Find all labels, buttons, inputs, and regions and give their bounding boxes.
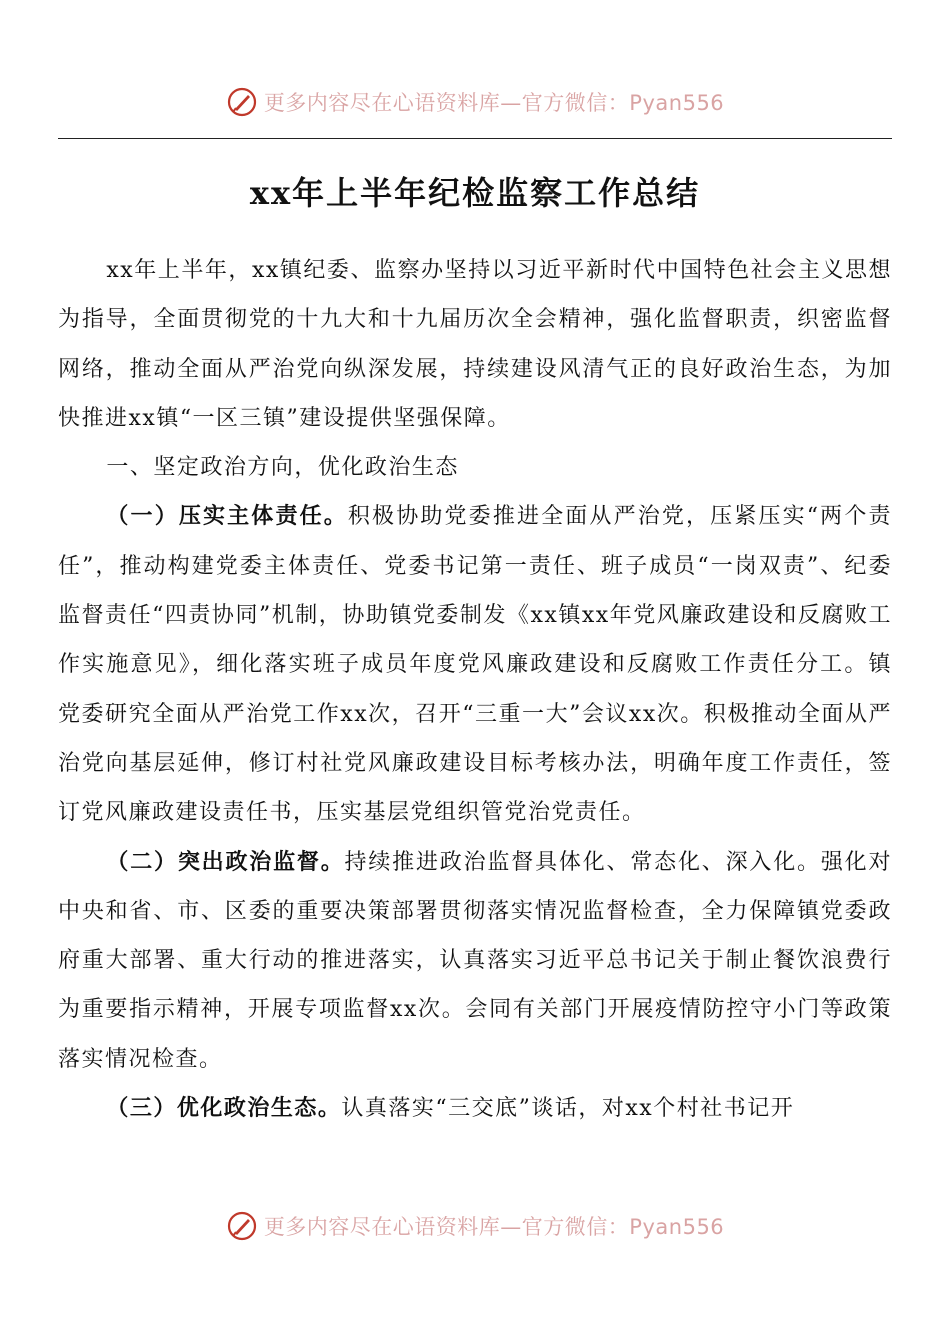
quill-logo-icon xyxy=(226,1210,258,1242)
document-body xyxy=(58,246,892,1133)
document-title: xx年上半年纪检监察工作总结 xyxy=(249,174,701,212)
section-heading: 一、坚定政治方向，优化政治生态 xyxy=(106,455,459,481)
item-lead: （三）优化政治生态。 xyxy=(106,1095,342,1122)
quill-logo-icon xyxy=(226,86,258,118)
item-paragraph xyxy=(58,838,892,1084)
watermark-text: 更多内容尽在心语资料库—官方微信：Pyan556 xyxy=(263,1215,725,1239)
item-text: 持续推进政治监督具体化、常态化、深入化。强化对中央和省、市、区委的重要决策部署贯彻落实情况监督检查，全力保障镇党委政府重大部署、重大行动的推进落实，认真落实习近平总书记关于制止餐饮浪费行为重要指示精神，开展专项监督xx次。会同有关部门开展疫情防控守小门等政策落实情况检查。 xyxy=(58,849,892,1072)
watermark-text: 更多内容尽在心语资料库—官方微信：Pyan556 xyxy=(263,91,725,115)
item-paragraph xyxy=(58,1084,892,1133)
item-lead: （二）突出政治监督。 xyxy=(106,848,345,875)
watermark-header xyxy=(0,86,950,118)
item-text: 积极协助党委推进全面从严治党，压紧压实“两个责任”，推动构建党委主体责任、党委书记第一责任、班子成员“一岗双责”、纪委监督责任“四责协同”机制，协助镇党委制发《xx镇xx年党风廉政建设和反腐败工作实施意见》，细化落实班子成员年度党风廉政建设和反腐败工作责任分工。镇党委研究全面从严治党工作xx次，召开“三重一大”会议xx次。积极推动全面从严治党向基层延伸，修订村社党风廉政建设目标考核办法，明确年度工作责任，签订党风廉政建设责任书，压实基层党组织管党治党责任。 xyxy=(58,504,892,826)
item-lead: （一）压实主体责任。 xyxy=(106,503,348,530)
item-text: 认真落实“三交底”谈话，对xx个村社书记开 xyxy=(341,1096,795,1122)
watermark-footer xyxy=(0,1210,950,1242)
intro-paragraph: xx年上半年，xx镇纪委、监察办坚持以习近平新时代中国特色社会主义思想为指导，全面贯彻党的十九大和十九届历次全会精神，强化监督职责，织密监督网络，推动全面从严治党向纵深发展，持续建设风清气正的良好政治生态，为加快推进xx镇“一区三镇”建设提供坚强保障。 xyxy=(58,258,892,431)
item-paragraph xyxy=(58,492,892,837)
header-divider xyxy=(58,138,892,139)
